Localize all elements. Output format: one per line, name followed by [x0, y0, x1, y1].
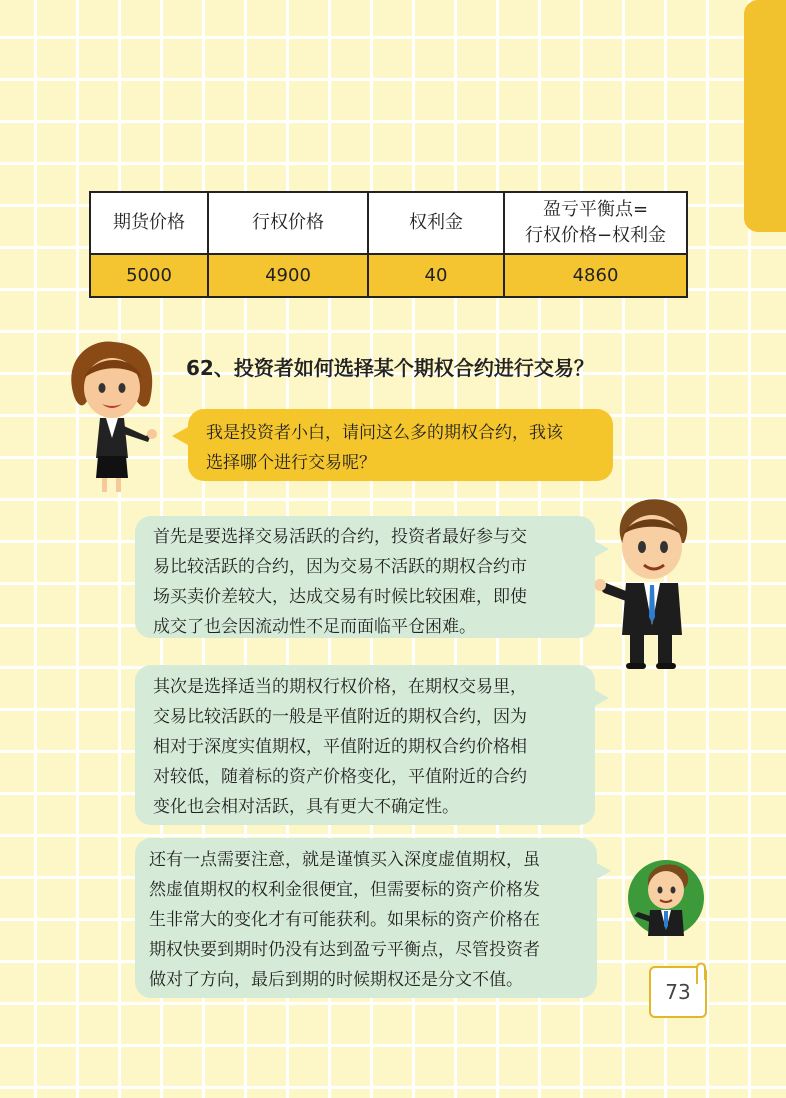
cell-futures-price: 5000 — [90, 254, 208, 297]
answer-line: 还有一点需要注意，就是谨慎买入深度虚值期权，虽 — [149, 850, 540, 870]
header-strike-price: 行权价格 — [208, 192, 368, 254]
table-header-row — [90, 192, 687, 254]
man-avatar-icon — [626, 858, 706, 938]
answer-line: 变化也会相对活跃，具有更大不确定性。 — [153, 797, 459, 817]
answer-line: 相对于深度实值期权，平值附近的期权合约价格相 — [153, 737, 527, 757]
answer-line: 易比较活跃的合约，因为交易不活跃的期权合约市 — [153, 557, 527, 577]
question-line: 我是投资者小白，请问这么多的期权合约，我该 — [206, 423, 563, 443]
page-number: 73 — [649, 966, 707, 1018]
chapter-side-tab — [744, 0, 786, 232]
header-premium: 权利金 — [368, 192, 504, 254]
cell-premium: 40 — [368, 254, 504, 297]
answer-bubble-1 — [135, 516, 595, 638]
header-breakeven-line1: 盈亏平衡点= — [542, 199, 649, 220]
question-title: 62、投资者如何选择某个期权合约进行交易？ — [186, 356, 594, 380]
page-curl-icon — [693, 960, 709, 986]
answer-line: 成交了也会因流动性不足而面临平仓困难。 — [153, 617, 476, 637]
header-breakeven-line2: 行权价格−权利金 — [524, 225, 667, 246]
cell-strike-price: 4900 — [208, 254, 368, 297]
price-table — [89, 191, 688, 298]
header-futures-price: 期货价格 — [90, 192, 208, 254]
answer-line: 交易比较活跃的一般是平值附近的期权合约，因为 — [153, 707, 527, 727]
man-character-illustration — [592, 495, 707, 675]
answer-bubble-2 — [135, 665, 595, 825]
table-row — [90, 254, 687, 297]
question-line: 选择哪个进行交易呢？ — [206, 453, 376, 473]
answer-line: 然虚值期权的权利金很便宜，但需要标的资产价格发 — [149, 880, 540, 900]
answer-line: 场买卖价差较大，达成交易有时候比较困难，即使 — [153, 587, 527, 607]
answer-line: 生非常大的变化才有可能获利。如果标的资产价格在 — [149, 910, 540, 930]
answer-line: 其次是选择适当的期权行权价格，在期权交易里， — [153, 677, 527, 697]
answer-bubble-3 — [135, 838, 597, 998]
answer-line: 首先是要选择交易活跃的合约，投资者最好参与交 — [153, 527, 527, 547]
woman-character-illustration — [62, 338, 172, 498]
header-breakeven — [504, 192, 687, 254]
question-bubble — [188, 409, 613, 481]
answer-line: 对较低，随着标的资产价格变化，平值附近的合约 — [153, 767, 527, 787]
cell-breakeven: 4860 — [504, 254, 687, 297]
answer-line: 期权快要到期时仍没有达到盈亏平衡点，尽管投资者 — [149, 940, 540, 960]
answer-line: 做对了方向，最后到期的时候期权还是分文不值。 — [149, 970, 523, 990]
